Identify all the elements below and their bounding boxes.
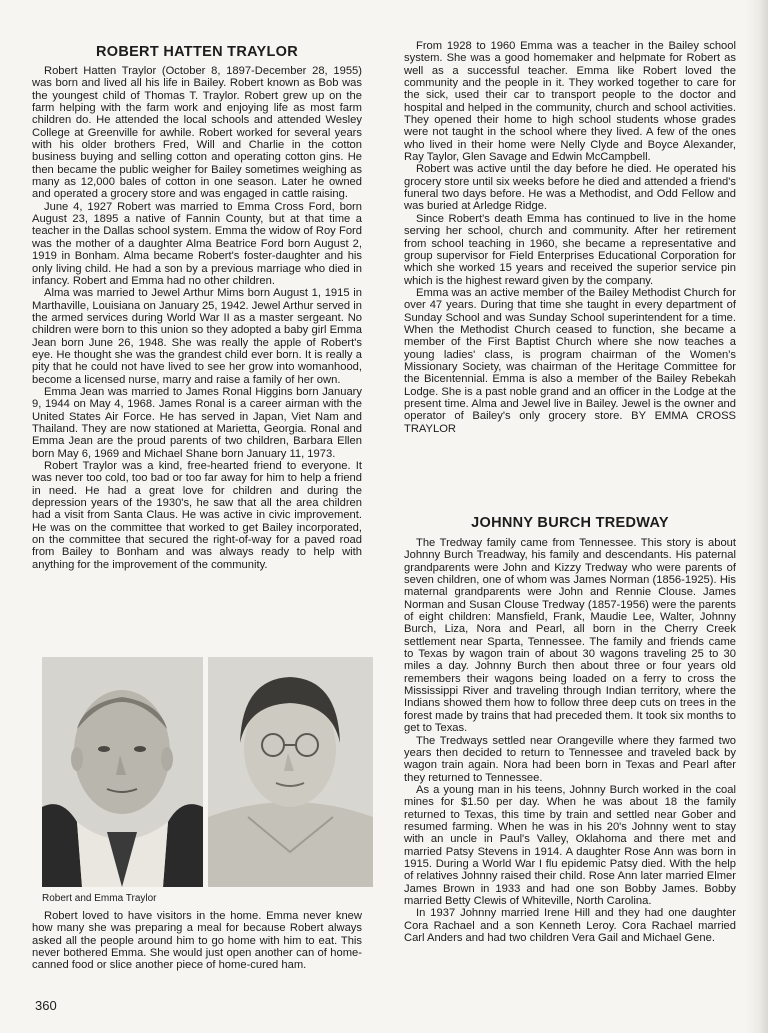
robert-paragraph-4: Emma Jean was married to James Ronal Higgins born January 9, 1944 on May 4, 1968. James Ronal is a career airman with the United States Air Force. He has served in Japan, Viet Nam and Thailand. They are now stationed at Marietta, Georgia. Ronal and Emma Jean are the proud parents of two children, Barbara Ellen born May 6, 1969 and Michael Shane born January 11, 1973. xyxy=(32,385,362,460)
robert-paragraph-6: Robert loved to have visitors in the home. Emma never knew how many she was preparing a meal for because Robert always asked all the people around him to go home with him to eat. This never bothered Emma. She would just open another can of home-canned food or slice another piece of home-cured ham. xyxy=(32,910,362,972)
robert-traylor-after-photo-column xyxy=(32,910,362,972)
robert-continuation-paragraph-1: From 1928 to 1960 Emma was a teacher in the Bailey school system. She was a good homemaker and helpmate for Robert as well as a successful teacher. Emma like Robert loved the community and the people in it. They worked together to care for the sick, used their car to transport people to the doctor and hospital and helped in the community, church and school activities. They opened their home to high school students whose grades were not taught in the school where they lived. A few of the ones who lived in their home were Nelly Clyde and Boyce Alexander, Ray Taylor, Glen Savage and Edwin McCampbell. xyxy=(404,40,736,164)
johnny-tredway-article-column xyxy=(404,537,736,944)
robert-paragraph-3: Alma was married to Jewel Arthur Mims born August 1, 1915 in Marthaville, Louisiana on January 25, 1942. Jewel Arthur served in the armed services during World War II as a master sergeant. No children were born to this union so they adopted a baby girl Emma Jean born June 26, 1948. She was really the apple of Robert's eye. He thought she was the grandest child ever born. It is really a pity that he could not have lived to see her grow into womanhood, become a licensed nurse, marry and raise a family of her own. xyxy=(32,287,362,386)
robert-portrait-image xyxy=(42,657,203,887)
robert-paragraph-1: Robert Hatten Traylor (October 8, 1897-December 28, 1955) was born and lived all his life in Bailey. Robert known as Bob was the youngest child of Thomas T. Traylor. Robert grew up on the farm helping with the farm work and enjoying life as most farm children do. He attended the local schools and attended Wesley College at Greenville for awhile. Robert worked for several years with his older brothers Fred, Will and Charlie in the cotton business buying and selling cotton and operating cotton gins. He then became the public weigher for Bailey sometimes weighing as many as 12,000 bales of cotton in one season. Later he owned and operated a grocery store and was engaged in cattle raising. xyxy=(32,65,362,201)
robert-continuation-paragraph-4: Emma was an active member of the Bailey Methodist Church for over 47 years. During that time she taught in every department of Sunday School and was Sunday School superintendent for a time. When the Methodist Church ceased to function, she became a member of the First Baptist Church where she now teaches a young ladies' class, is program chairman of the Women's Missionary Society, was chairman of the Heritage Committee for the Bicentennial. Emma is also a member of the Bailey Rebekah Lodge. She is a past noble grand and an officer in the Lodge at the present time. Alma and Jewel live in Bailey. Jewel is the owner and operator of Bailey's only grocery store. BY EMMA CROSS TRAYLOR xyxy=(404,286,736,435)
johnny-tredway-heading: JOHNNY BURCH TREDWAY xyxy=(471,515,669,531)
page-number: 360 xyxy=(35,998,57,1013)
robert-traylor-photo xyxy=(42,657,203,887)
robert-paragraph-5: Robert Traylor was a kind, free-hearted friend to everyone. It was never too cold, too bad or too far away for him to help a friend in need. He had a great love for children and during the depression years of the 1930's, he saw that all the area children had a visit from Santa Claus. He was active in civic improvement. He was on the committee that worked to get Bailey incorporated, on the committee that secured the right-of-way for a paved road from Bailey to Bonham and was always ready to help with anything for the improvement of the community. xyxy=(32,460,362,571)
robert-paragraph-2: June 4, 1927 Robert was married to Emma Cross Ford, born August 23, 1895 a native of Fannin County, but at that time a teacher in the Dallas school system. Emma the widow of Roy Ford was the mother of a daughter Alma Beatrice Ford born August 2, 1919 in Bonham. Alma became Robert's foster-daughter and his only living child. He had a son by a previous marriage who died in infancy. Robert and Emma had no other children. xyxy=(32,200,362,287)
page-edge-shadow xyxy=(746,0,768,1033)
robert-traylor-continuation-column xyxy=(404,40,736,435)
johnny-paragraph-4: In 1937 Johnny married Irene Hill and they had one daughter Cora Rachael and a son Kenneth Leroy. Cora Rachael married Carl Anders and had two children Vera Gail and Michael Gene. xyxy=(404,907,736,944)
robert-continuation-paragraph-2: Robert was active until the day before he died. He operated his grocery store until six weeks before he died and attended a friend's funeral two days before. He was a Methodist, and Odd Fellow and was buried at Arledge Ridge. xyxy=(404,163,736,213)
johnny-paragraph-2: The Tredways settled near Orangeville where they farmed two years then decided to return to Tennessee and traveled back by wagon train again. Nora had been born in Texas and Pearl after they returned to Tennessee. xyxy=(404,734,736,784)
emma-portrait-image xyxy=(208,657,373,887)
johnny-paragraph-3: As a young man in his teens, Johnny Burch worked in the coal mines for $1.50 per day. When he was about 18 the family returned to Texas, this time by train and settled near Gober and resumed farming. When he was in his 20's Johnny went to stay with an uncle in Paul's Valley, Oklahoma and there met and married Patsy Stevens in 1914. A daughter Rose Ann was born in 1915. During a World War I flu epidemic Patsy died. With the help of relatives Johnny raised their child. Rose Ann later married Elmer James Brown in 1933 and had one son Bobby James. Bobby married Betty Clewis of Whiteville, North Carolina. xyxy=(404,783,736,907)
robert-continuation-paragraph-3: Since Robert's death Emma has continued to live in the home serving her school, church and community. After her retirement from school teaching in 1960, she became a representative and group supervisor for Field Enterprises Educational Corporation for which she worked 15 years and received the superior service pin which is the highest reward given by the company. xyxy=(404,212,736,287)
robert-traylor-article-column xyxy=(32,65,362,571)
johnny-paragraph-1: The Tredway family came from Tennessee. This story is about Johnny Burch Treadway, his family and descendants. His paternal grandparents were John and Kizzy Tredway who were parents of seven children, one of whom was James Norman (1856-1925). His maternal grandparents were John and Rennie Clouse. James Norman and Susan Clouse Tredway (1857-1956) were the parents of eight children: Mansfield, Frank, Maudie Lee, Walter, Johnny Burch, Liza, Nora and Pearl, all born in the Cherry Creek settlement near Sparta, Tennessee. The family and friends came to Texas by wagon train of about 30 wagons traveling 25 to 30 miles a day. Johnny Burch then about three or four years old remembers their wagons being loaded on a ferry to cross the Mississippi River and traveling through Indian territory, where the Indians showed them how to follow three deep cuts on trees in the forest made by trains that had preceded them. It took six months to get to Texas. xyxy=(404,537,736,735)
emma-traylor-photo xyxy=(208,657,373,887)
robert-traylor-heading: ROBERT HATTEN TRAYLOR xyxy=(95,44,299,60)
photo-caption: Robert and Emma Traylor xyxy=(42,893,157,904)
